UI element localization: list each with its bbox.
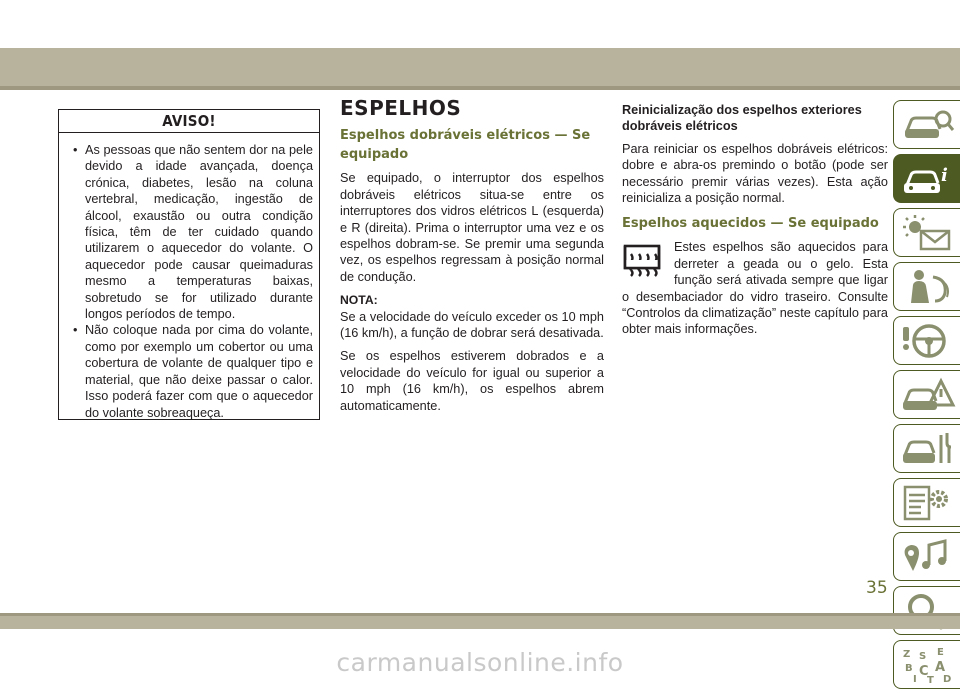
middle-column <box>340 96 604 421</box>
chapter-tabs <box>893 100 960 694</box>
note-label: NOTA: <box>340 293 378 308</box>
section-heading: ESPELHOS <box>340 96 462 120</box>
tab-multimedia[interactable] <box>893 532 960 581</box>
right-column <box>622 102 888 345</box>
warning-item: • As pessoas que não sentem dor na pele devido a idade avançada, doença crónica, diabetes, lesão na coluna vertebral, medicação, ingestão de álcool, exaustão ou outra condição física, têm de ter cuidado quando utilizarem o aquecedor do volante. O aquecedor pode causar queimaduras mesmo a temperaturas baixas, sobretudo se for utilizado durante longos períodos de tempo. <box>73 142 313 322</box>
tab-safety[interactable] <box>893 262 960 311</box>
car-info-icon <box>899 159 955 199</box>
index-letter: B <box>905 663 913 674</box>
reset-text: Para reiniciar os espelhos dobráveis elétricos: dobre e abra-os premindo o botão (pode ser necessário premir várias vezes). Esta ação reinicializa a posição normal. <box>622 141 888 206</box>
top-header-band <box>0 48 960 90</box>
page-number: 35 <box>866 578 888 598</box>
watermark-text: carmanualsonline.info <box>336 648 624 677</box>
warning-title: AVISO! <box>59 110 319 133</box>
tab-emergency[interactable] <box>893 370 960 419</box>
specs-gear-icon <box>899 483 955 523</box>
safety-airbag-icon <box>899 267 955 307</box>
svg-text:i: i <box>941 165 948 186</box>
index-letter: C <box>919 664 929 679</box>
note-text: Se a velocidade do veículo exceder os 10 mph (16 km/h), a função de dobrar será desativada. <box>340 309 604 341</box>
heated-text: Estes espelhos são aquecidos para derreter a geada ou o gelo. Esta função será ativada sempre que ligar o desembaciador do vidro traseiro. Consulte “Controlos da climatização” neste capítulo para obter mais informações. <box>622 240 888 337</box>
rear-defrost-icon <box>622 243 662 279</box>
index-letter: A <box>935 660 946 675</box>
tab-servicing[interactable] <box>893 424 960 473</box>
warning-item: • Não coloque nada por cima do volante, como por exemplo um cobertor ou uma cobertura de volante de qualquer tipo e material, que não deixe passar o calor. Isso poderá fazer com que o aquecedor do volante sobreaqueça. <box>73 322 313 420</box>
warning-list <box>59 133 319 421</box>
heated-block <box>622 239 888 337</box>
multimedia-icon <box>899 537 955 577</box>
body-paragraph: Se equipado, o interruptor dos espelhos dobráveis elétricos situa-se entre os interruptores dos vidros elétricos L (esquerda) e R (direita). Prima o interruptor uma vez e os espelhos dobram-se. Se premir uma segunda vez, os espelhos regressam à posição normal de condução. <box>340 171 604 284</box>
tab-starting-operating[interactable] <box>893 316 960 365</box>
tab-technical-specs[interactable] <box>893 478 960 527</box>
warning-box <box>58 109 320 420</box>
subsection-heading: Espelhos dobráveis elétricos — Se equipado <box>340 128 591 163</box>
steering-wheel-start-icon <box>899 321 955 361</box>
index-letter: D <box>943 674 952 685</box>
bottom-footer-band <box>0 613 960 629</box>
reset-heading: Reinicialização dos espelhos exteriores dobráveis elétricos <box>622 103 862 134</box>
warning-light-message-icon <box>899 213 955 253</box>
car-search-icon <box>899 105 955 145</box>
index-letter: T <box>927 675 934 686</box>
index-letter: S <box>919 651 927 662</box>
heated-heading: Espelhos aquecidos — Se equipado <box>622 216 879 232</box>
car-service-tools-icon <box>899 429 955 469</box>
car-emergency-icon <box>899 375 955 415</box>
index-letter: E <box>937 647 944 658</box>
index-letter: Z <box>903 649 911 660</box>
tab-car-info[interactable] <box>893 154 960 203</box>
tab-car-search[interactable] <box>893 100 960 149</box>
tab-warning-lights[interactable] <box>893 208 960 257</box>
body-paragraph: Se os espelhos estiverem dobrados e a velocidade do veículo for igual ou superior a 10 mph (16 km/h), os espelhos abrem automaticamente. <box>340 349 604 413</box>
index-letter: I <box>913 674 917 685</box>
